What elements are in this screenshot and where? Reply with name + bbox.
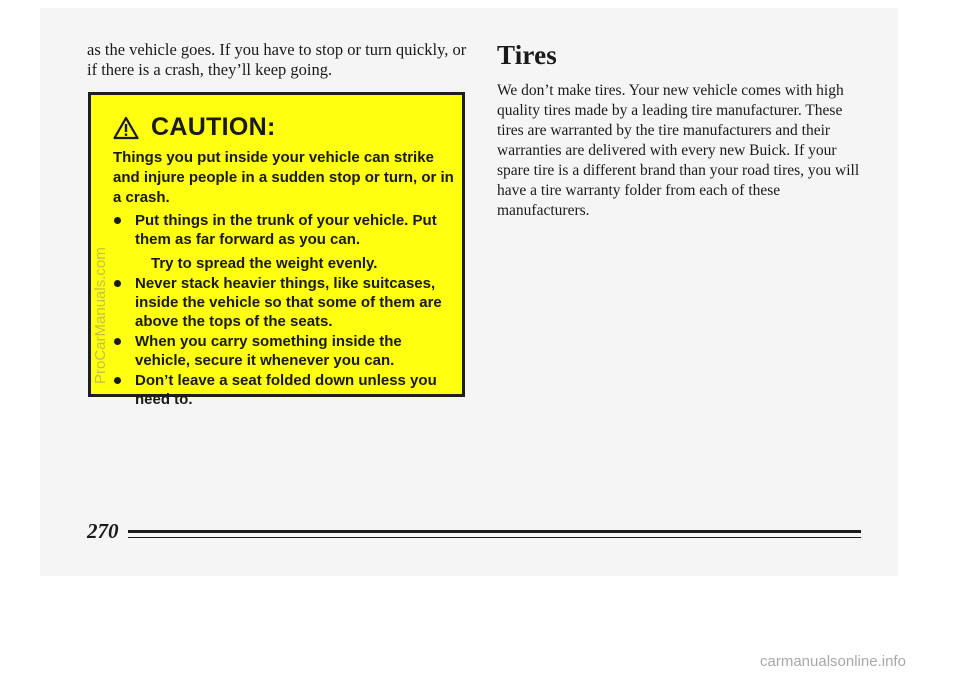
caution-item-text: When you carry something inside the vehicle, secure it whenever you can. xyxy=(135,333,402,369)
bullet-icon xyxy=(114,338,121,345)
side-watermark: ProCarManuals.com xyxy=(92,247,109,384)
caution-item-text: Put things in the trunk of your vehicle. Put them as far forward as you can. xyxy=(135,212,437,248)
caution-list-item xyxy=(113,371,458,409)
caution-item-text: Don’t leave a seat folded down unless you need to. xyxy=(135,372,437,408)
caution-list-item xyxy=(113,332,458,370)
warning-triangle-icon xyxy=(113,116,139,140)
tires-paragraph: We don’t make tires. Your new vehicle comes with high quality tires made by a leading tire manufacturer. These tires are warranted by the tire manufacturers and their warranties are delivered with every new Buick. If your spare tire is a different brand than your road tires, you will have a tire warranty folder from each of these manufacturers. xyxy=(497,82,860,219)
caution-list xyxy=(113,211,458,410)
bullet-icon xyxy=(114,377,121,384)
footer-rule-thick xyxy=(128,530,861,533)
footer-watermark: carmanualsonline.info xyxy=(760,653,906,670)
caution-header xyxy=(113,113,276,142)
page-number: 270 xyxy=(87,519,119,543)
caution-lead-text: Things you put inside your vehicle can strike and injure people in a sudden stop or turn, or in a crash. xyxy=(113,149,454,206)
caution-list-item xyxy=(113,274,458,331)
caution-item-text: Never stack heavier things, like suitcases, inside the vehicle so that some of them are above the tops of the seats. xyxy=(135,275,442,330)
intro-paragraph: as the vehicle goes. If you have to stop or turn quickly, or if there is a crash, they’ll keep going. xyxy=(87,40,467,79)
footer-rule-thin xyxy=(128,537,861,538)
caution-list-item xyxy=(113,211,458,273)
section-heading-tires: Tires xyxy=(497,40,558,70)
caution-item-subtext: Try to spread the weight evenly. xyxy=(151,255,378,272)
caution-box xyxy=(88,92,465,408)
caution-title: CAUTION: xyxy=(151,113,276,141)
bullet-icon xyxy=(114,280,121,287)
bullet-icon xyxy=(114,217,121,224)
